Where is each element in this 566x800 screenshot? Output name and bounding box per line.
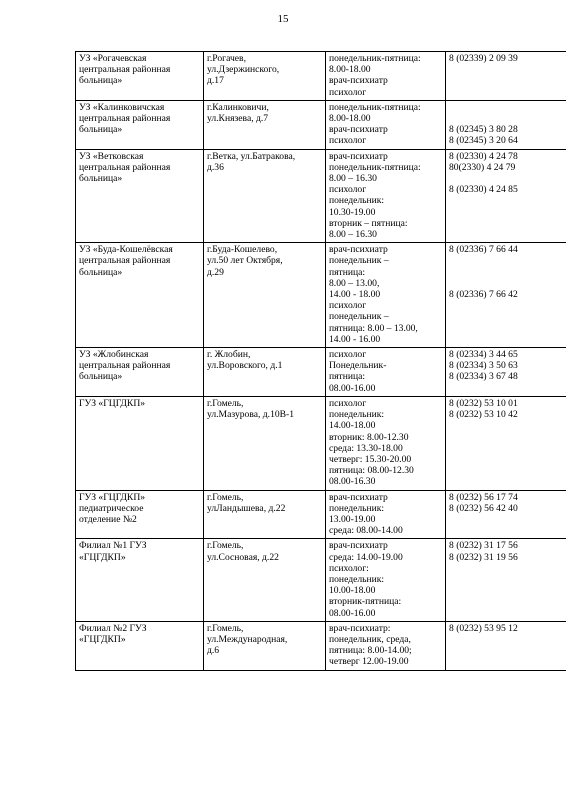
cell-schedule — [326, 539, 446, 621]
phones-line: 8 (02336) 7 66 42 — [449, 289, 518, 301]
cell-phones — [446, 490, 566, 539]
table-row — [76, 348, 566, 397]
address-line: ул.Дзержинского, — [207, 64, 280, 76]
table-row — [76, 243, 566, 348]
cell-schedule — [326, 149, 446, 243]
schedule-line: среда: 13.30-18.00 — [329, 442, 403, 454]
schedule-line: 14.00 - 16.00 — [329, 333, 381, 345]
schedule-line: понедельник-пятница: — [329, 53, 421, 64]
address-line: ул.Международная, — [207, 633, 288, 645]
name-line: больница» — [79, 371, 123, 383]
name-line: Филиал №1 ГУЗ — [79, 540, 147, 552]
cell-phones — [446, 348, 566, 397]
name-line: центральная районная — [79, 255, 171, 267]
cell-name — [76, 348, 204, 397]
phones-line: 8 (0232) 53 95 12 — [449, 622, 518, 634]
address-line: ул.50 лет Октября, — [207, 255, 283, 267]
cell-address — [204, 348, 326, 397]
table-row — [76, 621, 566, 670]
name-line: УЗ «Жлобинская — [79, 349, 149, 361]
address-line: ул.Князева, д.7 — [207, 113, 269, 125]
address-line: г.Калинковичи, — [207, 101, 269, 113]
table-row — [76, 396, 566, 490]
name-line: «ГЦГДКП» — [79, 551, 126, 563]
cell-name — [76, 52, 204, 101]
schedule-line: понедельник: — [329, 195, 385, 207]
table-row — [76, 490, 566, 539]
cell-address — [204, 243, 326, 348]
address-line: д.6 — [207, 645, 220, 657]
name-line: ГУЗ «ГЦГДКП» — [79, 491, 146, 503]
schedule-line: пятница: 8.00-14.00; — [329, 645, 412, 657]
cell-address — [204, 100, 326, 149]
schedule-line: 8.00 – 16.30 — [329, 229, 377, 241]
schedule-line: Понедельник- — [329, 360, 387, 372]
cell-phones — [446, 621, 566, 670]
schedule-line: пятница: 08.00-12.30 — [329, 465, 414, 477]
cell-phones — [446, 539, 566, 621]
cell-address — [204, 539, 326, 621]
schedule-line: четверг 12.00-19.00 — [329, 656, 409, 668]
cell-schedule — [326, 621, 446, 670]
name-line: центральная районная — [79, 113, 171, 125]
name-line: больница» — [79, 75, 123, 87]
schedule-line: понедельник: — [329, 502, 385, 514]
schedule-line: четверг: 15.30-20.00 — [329, 453, 412, 465]
schedule-line: понедельник – — [329, 255, 389, 267]
address-line: ул.Сосновая, д.22 — [207, 551, 279, 563]
phones-line: 8 (02334) 3 50 63 — [449, 360, 518, 372]
name-line: ГУЗ «ГЦГДКП» — [79, 397, 146, 409]
name-line: центральная районная — [79, 360, 171, 372]
phones-line: 8 (02330) 4 24 78 — [449, 150, 518, 162]
schedule-line: пятница: — [329, 266, 366, 278]
phones-line: 8 (0232) 31 19 56 — [449, 551, 518, 563]
schedule-line: среда: 14.00-19.00 — [329, 551, 403, 563]
address-line: г.Гомель, — [207, 540, 244, 552]
cell-schedule — [326, 243, 446, 348]
phones-line: 8 (0232) 53 10 42 — [449, 409, 518, 421]
address-line: д.17 — [207, 75, 224, 87]
cell-name — [76, 100, 204, 149]
schedule-line: психолог — [329, 184, 367, 196]
phones-line: 80(2330) 4 24 79 — [449, 161, 516, 173]
phones-line: 8 (0232) 56 42 40 — [449, 502, 518, 514]
cell-name — [76, 621, 204, 670]
cell-address — [204, 490, 326, 539]
schedule-line: пятница: 8.00 – 13.00, — [329, 322, 418, 334]
table-row — [76, 100, 566, 149]
phones-line: 8 (0232) 56 17 74 — [449, 491, 518, 503]
schedule-line: психолог — [329, 349, 367, 361]
phones-line: 8 (02334) 3 67 48 — [449, 371, 518, 383]
schedule-line: 14.00-18.00 — [329, 420, 376, 432]
schedule-line: понедельник: — [329, 573, 385, 585]
phones-line: 8 (0232) 53 10 01 — [449, 397, 518, 409]
schedule-line: психолог — [329, 300, 367, 312]
cell-address — [204, 52, 326, 101]
schedule-line: врач-психиатр — [329, 124, 388, 136]
name-line: УЗ «Буда-Кошелёвская — [79, 244, 173, 256]
cell-name — [76, 490, 204, 539]
schedule-line: 14.00 - 18.00 — [329, 289, 381, 301]
name-line: Филиал №2 ГУЗ — [79, 622, 147, 634]
schedule-line: 08.00-16.30 — [329, 476, 376, 488]
cell-schedule — [326, 490, 446, 539]
schedule-line: психолог — [329, 86, 367, 98]
cell-phones — [446, 52, 566, 101]
phones-line: 8 (02339) 2 09 39 — [449, 53, 518, 64]
schedule-line: понедельник-пятница: — [329, 101, 421, 113]
address-line: г.Гомель, — [207, 622, 244, 634]
cell-schedule — [326, 100, 446, 149]
phones-line: 8 (02345) 3 20 64 — [449, 135, 518, 147]
address-line: г.Гомель, — [207, 397, 244, 409]
cell-address — [204, 149, 326, 243]
contacts-table — [75, 51, 566, 671]
cell-name — [76, 396, 204, 490]
schedule-line: 10.00-18.00 — [329, 585, 376, 597]
cell-phones — [446, 100, 566, 149]
schedule-line: 8.00 – 13.00, — [329, 277, 380, 289]
address-line: д.29 — [207, 266, 224, 278]
schedule-line: понедельник: — [329, 409, 385, 421]
name-line: УЗ «Рогачевская — [79, 53, 147, 64]
schedule-line: 08.00-16.00 — [329, 382, 376, 394]
schedule-line: 8.00-18.00 — [329, 64, 371, 76]
schedule-line: 8.00-18.00 — [329, 113, 371, 125]
address-line: г.Рогачев, — [207, 53, 246, 64]
name-line: больница» — [79, 124, 123, 136]
schedule-line: 10.30-19.00 — [329, 206, 376, 218]
cell-address — [204, 396, 326, 490]
cell-schedule — [326, 52, 446, 101]
schedule-line: понедельник – — [329, 311, 389, 323]
name-line: центральная районная — [79, 64, 171, 76]
address-line: г.Гомель, — [207, 491, 244, 503]
schedule-line: среда: 08.00-14.00 — [329, 525, 403, 537]
schedule-line: 08.00-16.00 — [329, 607, 376, 619]
phones-line: 8 (0232) 31 17 56 — [449, 540, 518, 552]
schedule-line: психолог: — [329, 562, 369, 574]
schedule-line: пятница: — [329, 371, 366, 383]
schedule-line: вторник – пятница: — [329, 217, 408, 229]
cell-phones — [446, 243, 566, 348]
phones-line: 8 (02336) 7 66 44 — [449, 244, 518, 256]
name-line: педиатрическое — [79, 502, 144, 514]
schedule-line: 13.00-19.00 — [329, 513, 376, 525]
table-row — [76, 539, 566, 621]
name-line: «ГЦГДКП» — [79, 633, 126, 645]
schedule-line: врач-психиатр — [329, 540, 388, 552]
name-line: больница» — [79, 266, 123, 278]
schedule-line: врач-психиатр — [329, 244, 388, 256]
schedule-line: психолог — [329, 135, 367, 147]
cell-name — [76, 539, 204, 621]
schedule-line: врач-психиатр: — [329, 622, 391, 634]
schedule-line: врач-психиатр — [329, 491, 388, 503]
name-line: центральная районная — [79, 161, 171, 173]
name-line: УЗ «Калинковичская — [79, 101, 165, 113]
cell-schedule — [326, 348, 446, 397]
schedule-line: вторник-пятница: — [329, 596, 402, 608]
schedule-line: понедельник, среда, — [329, 633, 411, 645]
phones-line: 8 (02334) 3 44 65 — [449, 349, 518, 361]
phones-line: 8 (02345) 3 80 28 — [449, 124, 518, 136]
cell-name — [76, 243, 204, 348]
address-line: г. Жлобин, — [207, 349, 251, 361]
phones-line: 8 (02330) 4 24 85 — [449, 184, 518, 196]
address-line: ул.Воровского, д.1 — [207, 360, 283, 372]
table-row — [76, 52, 566, 101]
cell-address — [204, 621, 326, 670]
schedule-line: врач-психиатр — [329, 150, 388, 162]
table-row — [76, 149, 566, 243]
schedule-line: понедельник-пятница: — [329, 161, 421, 173]
cell-schedule — [326, 396, 446, 490]
address-line: ул.Мазурова, д.10В-1 — [207, 409, 295, 421]
page-number: 15 — [277, 13, 289, 25]
address-line: г.Ветка, ул.Батракова, — [207, 150, 296, 162]
name-line: отделение №2 — [79, 513, 137, 525]
address-line: д.36 — [207, 161, 224, 173]
address-line: улЛандышева, д.22 — [207, 502, 286, 514]
name-line: УЗ «Ветковская — [79, 150, 144, 162]
cell-phones — [446, 149, 566, 243]
cell-name — [76, 149, 204, 243]
address-line: г.Буда-Кошелево, — [207, 244, 278, 256]
schedule-line: вторник: 8.00-12.30 — [329, 431, 409, 443]
schedule-line: 8.00 – 16.30 — [329, 173, 377, 185]
cell-phones — [446, 396, 566, 490]
name-line: больница» — [79, 173, 123, 185]
schedule-line: психолог — [329, 397, 367, 409]
schedule-line: врач-психиатр — [329, 75, 388, 87]
